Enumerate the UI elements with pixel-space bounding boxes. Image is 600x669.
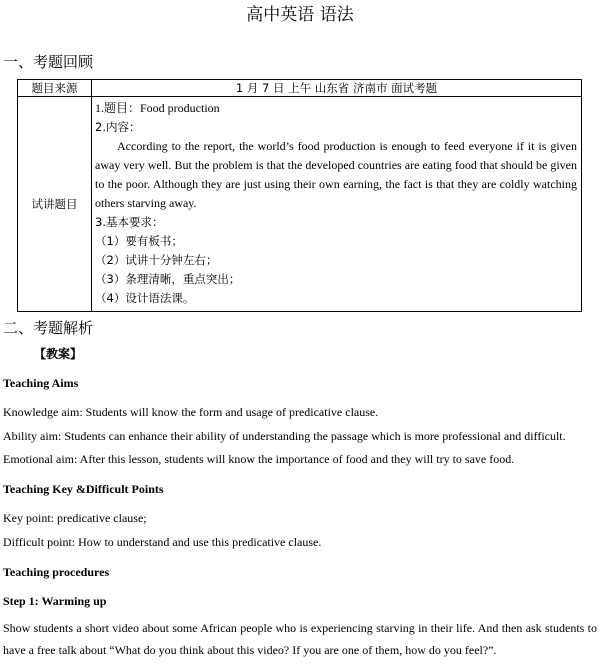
requirement-item: （4）设计语法课。 (95, 291, 195, 305)
table-content-row (18, 97, 582, 312)
document-title: 高中英语 语法 (246, 5, 354, 25)
source-label-cell: 题目来源 (18, 80, 92, 97)
source-value-cell: 1 月 7 日 上午 山东省 济南市 面试考题 (92, 80, 582, 97)
step1-text: Show students a short video about some African people who is experiencing starving in their life. And then ask students to have a free talk about “What do you think about this video? If you are one of them, how do you feel?”. (3, 621, 597, 657)
content-label: 2.内容： (95, 120, 141, 134)
requirement-item: （3）条理清晰，重点突出； (95, 272, 241, 286)
exam-info-table (17, 79, 582, 312)
difficult-point: Difficult point: How to understand and use this predicative clause. (3, 535, 322, 549)
passage-text: According to the report, the world’s food production is enough to feed everyone if it is given away very well. But the problem is that the developed countries are eating food that should be given to the poor. Although they are just using their own earning, the fact is that they are coldly watching others starving away. (95, 139, 577, 210)
section-heading-analysis: 二、考题解析 (3, 319, 94, 337)
requirement-item: （1）要有板书； (95, 234, 183, 248)
section-heading-exam-review: 一、考题回顾 (3, 53, 94, 71)
table-header-row (18, 80, 582, 97)
procedures-heading: Teaching procedures (3, 565, 110, 579)
step1-heading: Step 1: Warming up (3, 594, 107, 608)
emotional-aim: Emotional aim: After this lesson, students will know the importance of food and they will try to save food. (3, 452, 515, 466)
topic-line: 1.题目：Food production (95, 101, 220, 115)
requirements-label: 3.基本要求： (95, 215, 164, 229)
key-point: Key point: predicative clause; (3, 511, 147, 525)
lecture-topic-content-cell (92, 97, 582, 312)
knowledge-aim: Knowledge aim: Students will know the form and usage of predicative clause. (3, 405, 379, 419)
lecture-topic-label-cell: 试讲题目 (18, 97, 92, 312)
ability-aim: Ability aim: Students can enhance their ability of understanding the passage which is more professional and difficult. (3, 429, 566, 443)
requirement-item: （2）试讲十分钟左右； (95, 253, 218, 267)
key-points-heading: Teaching Key &Difficult Points (3, 482, 164, 496)
teaching-aims-heading: Teaching Aims (3, 376, 79, 390)
lesson-plan-label: 【教案】 (34, 347, 83, 361)
